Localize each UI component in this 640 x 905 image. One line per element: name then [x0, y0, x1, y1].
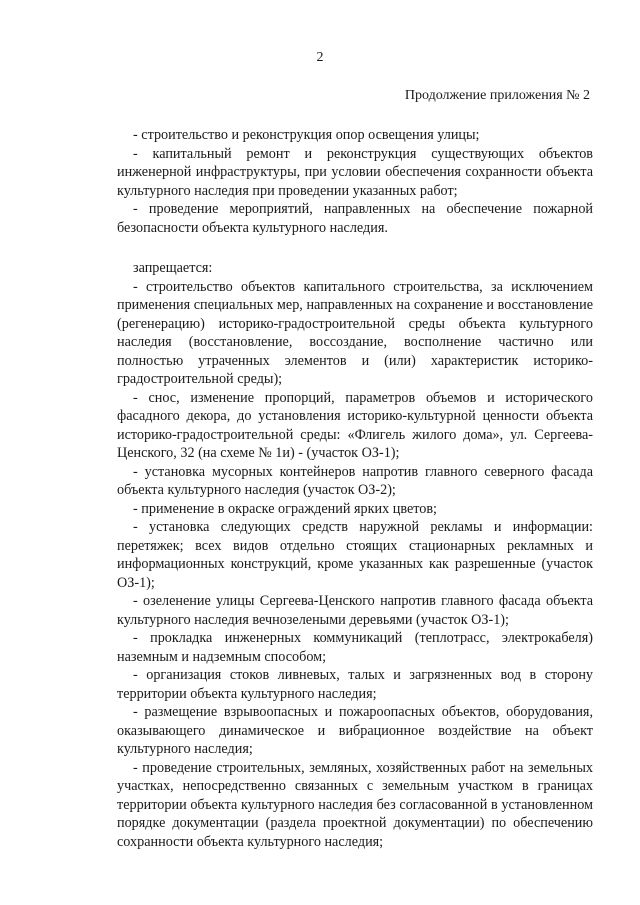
prohibited-heading: запрещается:	[133, 260, 213, 276]
paragraph: - размещение взрывоопасных и пожароопасных объектов, оборудования, оказывающего динамическое и вибрационное воздействие на объект культурного наследия;	[117, 704, 593, 757]
document-body	[117, 126, 593, 851]
paragraph: - строительство и реконструкция опор освещения улицы;	[133, 127, 480, 143]
paragraph: - озеленение улицы Сергеева-Ценского напротив главного фасада объекта культурного наследия вечнозелеными деревьями (участок ОЗ-1);	[117, 593, 593, 628]
paragraph: - установка мусорных контейнеров напротив главного северного фасада объекта культурного наследия (участок ОЗ-2);	[117, 463, 593, 498]
paragraph: - прокладка инженерных коммуникаций (теплотрасс, электрокабеля) наземным и надземным способом;	[117, 630, 593, 665]
paragraph: - установка следующих средств наружной рекламы и информации: перетяжек; всех видов отдельно стоящих стационарных рекламных и информационных конструкций, кроме указанных как разрешенные (участок ОЗ-1);	[117, 519, 593, 591]
continuation-note: Продолжение приложения № 2	[404, 88, 590, 103]
paragraph: - применение в окраске ограждений ярких цветов;	[133, 500, 437, 517]
paragraph: - капитальный ремонт и реконструкция существующих объектов инженерной инфраструктуры, при условии обеспечения сохранности объекта культурного наследия при проведении указанных работ;	[117, 145, 593, 199]
paragraph: - организация стоков ливневых, талых и загрязненных вод в сторону территории объекта культурного наследия;	[117, 667, 593, 702]
paragraph: - снос, изменение пропорций, параметров объемов и исторического фасадного декора, до установления историко-культурной ценности объекта историко-градостроительной среды: «Флигель жилого дома», ул. Сергеева-Ценского, 32 (на схеме № 1и) - (участок ОЗ-1);	[117, 389, 593, 461]
paragraph: - проведение строительных, земляных, хозяйственных работ на земельных участках, непосредственно связанных с земельным участком в границах территории объекта культурного наследия без согласованной в установленном порядке документации (раздела проектной документации) по обеспечению сохранности объекта культурного наследия;	[117, 759, 593, 850]
page-number: 2	[316, 50, 324, 65]
paragraph: - строительство объектов капитального строительства, за исключением применения специальных мер, направленных на сохранение и восстановление (регенерацию) историко-градостроительной среды объекта культурного наследия (восстановление, воссоздание, восполнение частично или полностью утраченных элементов и (или) характеристик историко-градостроительной среды);	[117, 278, 593, 387]
paragraph: - проведение мероприятий, направленных на обеспечение пожарной безопасности объекта культурного наследия.	[117, 201, 593, 236]
